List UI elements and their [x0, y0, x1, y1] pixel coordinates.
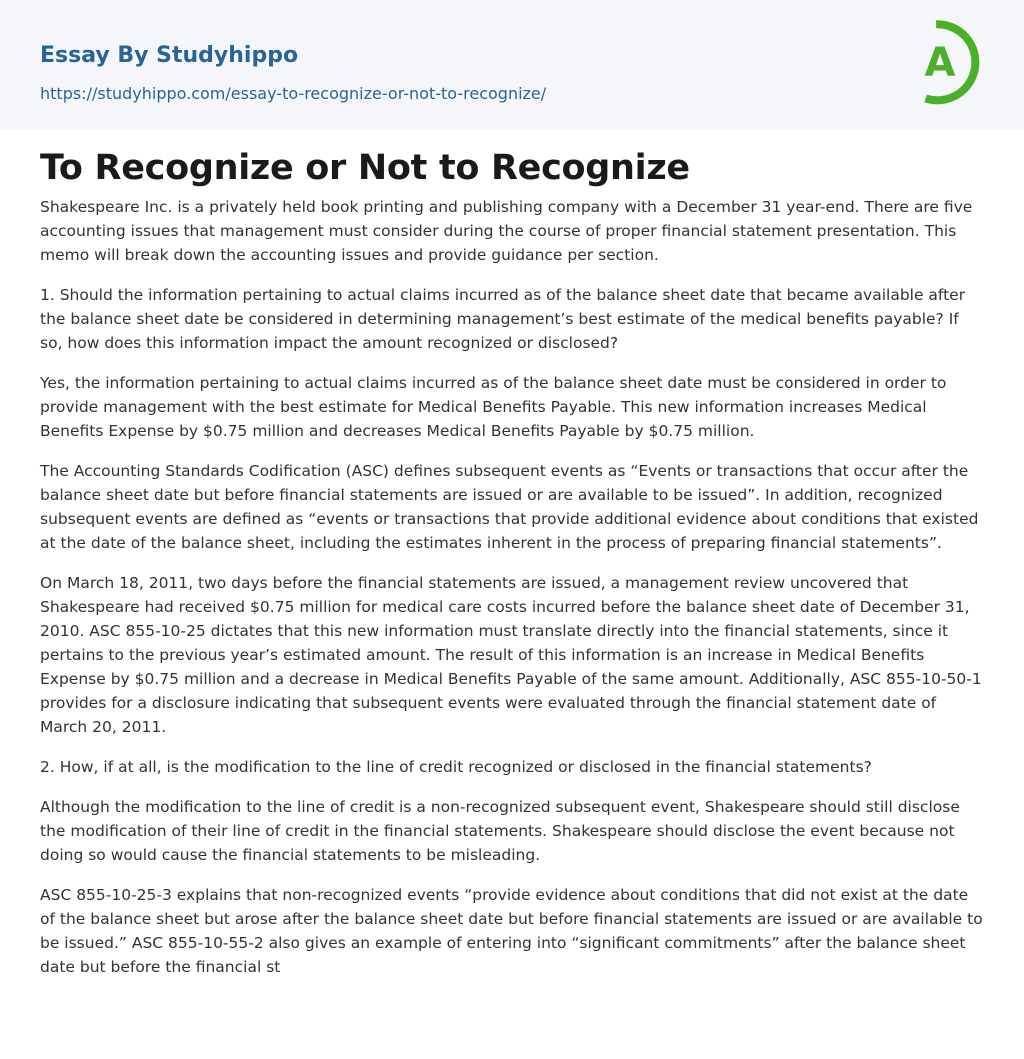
logo-letter: A	[924, 40, 956, 86]
site-brand[interactable]: Essay By Studyhippo	[40, 43, 299, 68]
essay-url-link[interactable]: https://studyhippo.com/essay-to-recognize-or-not-to-recognize/	[40, 84, 547, 103]
article-paragraph: ASC 855-10-25-3 explains that non-recognized events “provide evidence about conditions that did not exist at the date of the balance sheet but arose after the balance sheet date but before financial statements are issued or are available to be issued.” ASC 855-10-55-2 also gives an example of entering into “significant commitments” after the balance sheet date but before the financial st	[40, 886, 983, 976]
article-paragraph: On March 18, 2011, two days before the financial statements are issued, a management review uncovered that Shakespeare had received $0.75 million for medical care costs incurred before the balance sheet date of December 31, 2010. ASC 855-10-25 dictates that this new information must translate directly into the financial statements, since it pertains to the previous year’s estimated amount. The result of this information is an increase in Medical Benefits Expense by $0.75 million and a decrease in Medical Benefits Payable of the same amount. Additionally, ASC 855-10-50-1 provides for a disclosure indicating that subsequent events were evaluated through the financial statement date of March 20, 2011.	[40, 574, 982, 736]
article-title: To Recognize or Not to Recognize	[40, 148, 690, 188]
article-paragraph: Although the modification to the line of credit is a non-recognized subsequent event, Shakespeare should still disclose the modification of their line of credit in the financial statements. Shakespeare should disclose the event because not doing so would cause the financial statements to be misleading.	[40, 798, 960, 864]
site-header	[0, 0, 1024, 129]
article	[0, 129, 1024, 979]
article-paragraph: Yes, the information pertaining to actual claims incurred as of the balance sheet date must be considered in order to provide management with the best estimate for Medical Benefits Payable. This new information increases Medical Benefits Expense by $0.75 million and decreases Medical Benefits Payable by $0.75 million.	[40, 374, 947, 440]
article-paragraph: 2. How, if at all, is the modification to the line of credit recognized or disclosed in the financial statements?	[40, 758, 872, 776]
studyhippo-logo-icon[interactable]	[910, 18, 988, 106]
article-paragraph: The Accounting Standards Codification (ASC) defines subsequent events as “Events or transactions that occur after the balance sheet date but before financial statements are issued or are available to be issued”. In addition, recognized subsequent events are defined as “events or transactions that provide additional evidence about conditions that existed at the date of the balance sheet, including the estimates inherent in the process of preparing financial statements”.	[40, 462, 979, 552]
article-paragraph: 1. Should the information pertaining to actual claims incurred as of the balance sheet date that became available after the balance sheet date be considered in determining management’s best estimate of the medical benefits payable? If so, how does this information impact the amount recognized or disclosed?	[40, 286, 966, 352]
article-paragraph: Shakespeare Inc. is a privately held book printing and publishing company with a December 31 year-end. There are five accounting issues that management must consider during the course of proper financial statement presentation. This memo will break down the accounting issues and provide guidance per section.	[40, 198, 973, 264]
